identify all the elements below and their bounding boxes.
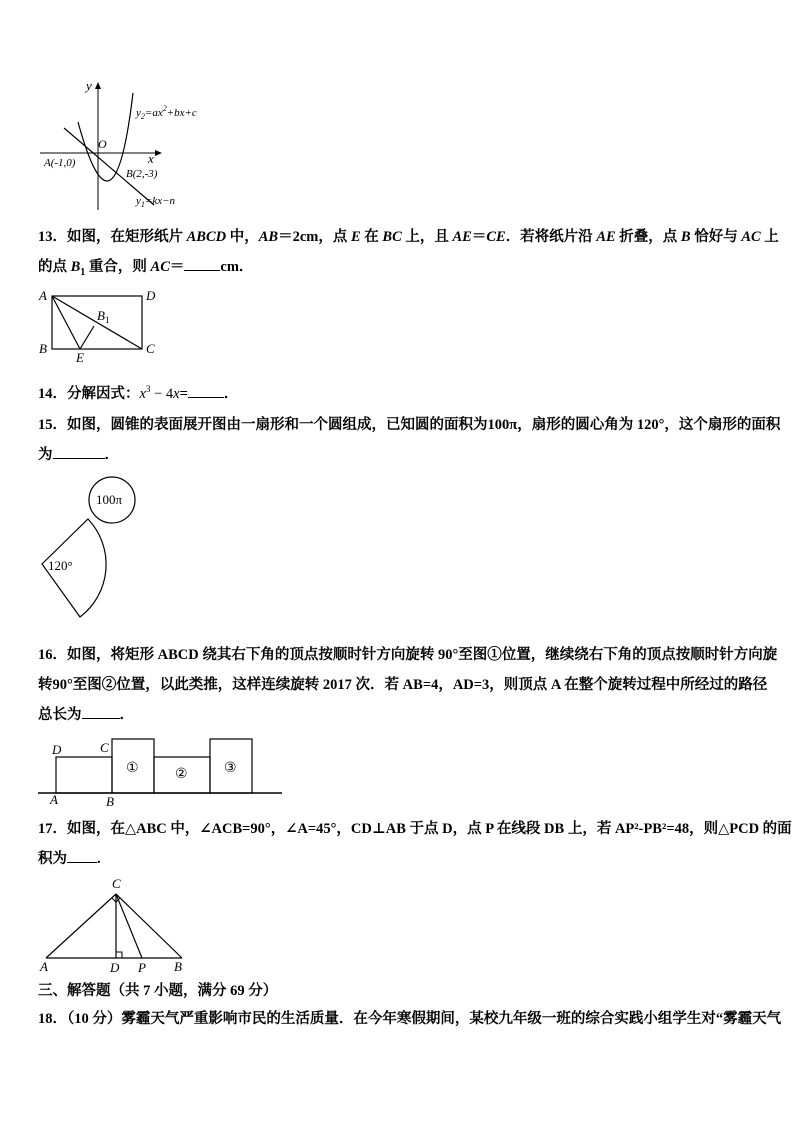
figure-q16-rotations: [36, 734, 286, 810]
q13-label-a: A: [39, 288, 47, 303]
q13-label-b: B: [39, 341, 47, 356]
question-18: [38, 1004, 782, 1034]
x-axis-arrow: [155, 150, 162, 156]
q14-answer-blank: [188, 383, 224, 398]
q13-line-1: 13．如图，在矩形纸片 ABCD 中，AB＝2cm，点 E 在 BC 上，且 AE＝CE．若将纸片沿 AE 折叠，点 B 恰好与 AC 上: [38, 229, 779, 245]
q17-label-d: D: [110, 960, 120, 975]
q16-line-3: 总长为 ．: [38, 700, 760, 730]
question-15: [38, 410, 781, 470]
circled-3: ③: [224, 761, 237, 776]
q16-label-b: B: [106, 794, 114, 809]
q17-label-b: B: [174, 959, 182, 974]
figure-q17-triangle: [36, 876, 196, 976]
q16-line-1: 16．如图，将矩形 ABCD 绕其右下角的顶点按顺时针方向旋转 90°至图①位置，继续绕右下角的顶点按顺时针方向旋: [38, 647, 778, 663]
q16-label-a: A: [50, 792, 58, 807]
q16-line-2: 转90°至图②位置，以此类推，这样连续旋转 2017 次．若 AB=4，AD=3，则顶点 A 在整个旋转过程中所经过的路径: [38, 677, 768, 693]
figure-q15-cone-net: [36, 474, 146, 624]
q15-answer-blank: [53, 444, 105, 459]
q13-line-2: 的点 $B_1$ 重合，则 AC＝ cm．: [38, 252, 760, 288]
q16-answer-blank: [82, 704, 120, 719]
point-a-label: A(-1,0): [44, 157, 76, 169]
q15-line-1: 15．如图，圆锥的表面展开图由一扇形和一个圆组成，已知圆的面积为100π，扇形的圆心角为 120°，这个扇形的面积: [38, 417, 781, 433]
q17-label-c: C: [112, 876, 121, 891]
q16-label-d: D: [52, 742, 62, 757]
y2-equation: $y_2=ax^2+bx+c$: [136, 104, 197, 121]
q13-answer-blank: [184, 256, 220, 271]
line-y1: [64, 128, 154, 205]
q16-label-c: C: [100, 740, 109, 755]
q17-line-2: 积为 .: [38, 844, 760, 874]
circled-1: ①: [126, 761, 139, 776]
q17-answer-blank: [67, 848, 97, 863]
q17-line-1: 17．如图，在△ABC 中，∠ACB=90°，∠A=45°，CD⊥AB 于点 D，点 P 在线段 DB 上，若 AP²-PB²=48，则△PCD 的面: [38, 821, 792, 837]
question-16: [38, 640, 778, 730]
figure-q13-rectangle: [36, 286, 166, 366]
y-label: y: [86, 78, 92, 93]
q13-label-d: D: [146, 288, 156, 303]
q15-line-2: 为 ．: [38, 440, 760, 470]
circled-2: ②: [175, 767, 188, 782]
rect-abcd: [56, 757, 112, 793]
q18-line-1: 18．（10 分）雾霾天气严重影响市民的生活质量．在今年寒假期间，某校九年级一班的综合实践小组学生对“雾霾天气: [38, 1011, 782, 1027]
point-b-label: B(2,-3): [126, 168, 158, 180]
question-17: [38, 814, 792, 874]
q17-label-p: P: [138, 960, 146, 975]
origin-label: O: [98, 137, 107, 151]
q13-label-c: C: [146, 341, 155, 356]
question-13: [38, 222, 779, 288]
angle-label: 120°: [48, 558, 73, 573]
q14-line-1: 14．分解因式：$x^3 - 4x=$ ．: [38, 384, 239, 402]
question-14: [38, 374, 760, 409]
y-axis-arrow: [95, 82, 101, 89]
y1-equation: $y_1=kx-n$: [136, 195, 176, 209]
x-label: x: [148, 151, 154, 166]
q17-label-a: A: [40, 959, 48, 974]
section-3-title: 三、解答题（共 7 小题，满分 69 分）: [38, 983, 278, 999]
circle-area-label: 100π: [96, 492, 123, 507]
q13-label-e: E: [76, 350, 84, 365]
q13-label-b1: $B_1$: [97, 308, 110, 325]
figure-q12-graph: [36, 78, 236, 216]
